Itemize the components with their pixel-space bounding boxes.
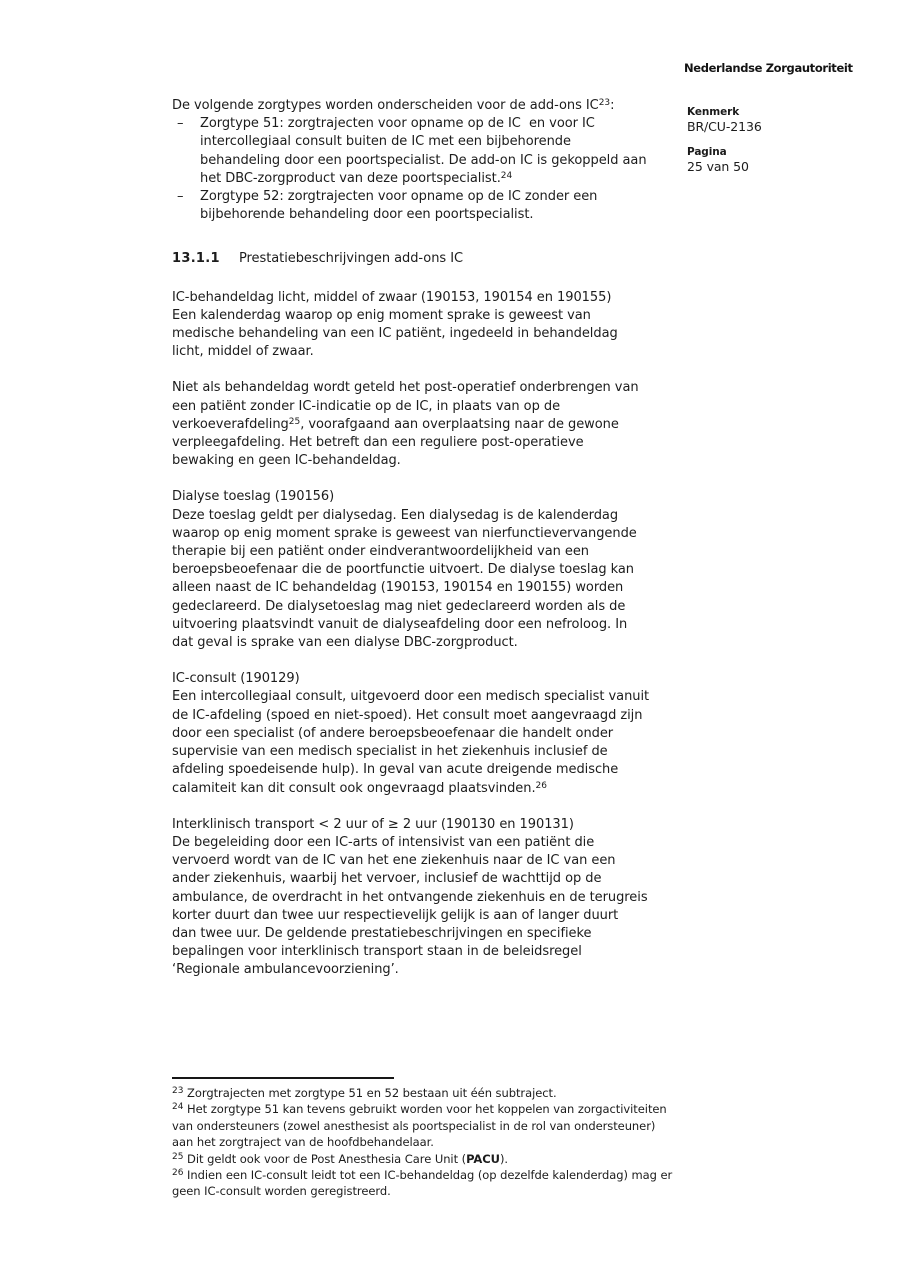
- paragraph-dialyse-toeslag: Dialyse toeslag (190156) Deze toeslag geldt per dialysedag. Een dialysedag is de kalenderdag waarop op enig moment sprake is geweest van nierfunctievervangende therapie bij een patiënt onder eindverantwoordelijkheid van een beroepsbeoefenaar die de poortfunctie uitvoert. De dialyse toeslag kan alleen naast de IC behandeldag (190153, 190154 en 190155) worden gedeclareerd. De dialysetoeslag mag niet gedeclareerd worden als de uitvoering plaatsvindt vanuit de dialyseafdeling door een nefroloog. In dat geval is sprake van een dialyse DBC-zorgproduct.: [172, 489, 637, 651]
- list-item-text: Zorgtype 51: zorgtrajecten voor opname op de IC en voor IC intercollegiaal consult buiten de IC met een bijbehorende behandeling door een poortspecialist. De add-on IC is gekoppeld aan het DBC-zorgproduct van deze poortspecialist.$^{24}$: [200, 116, 647, 186]
- kenmerk-label: Kenmerk: [687, 106, 740, 118]
- list-item-zorgtype-51: [172, 115, 732, 188]
- dash-bullet: –: [177, 116, 184, 132]
- footnote-23: $^{23}$ Zorgtrajecten met zorgtype 51 en 52 bestaan uit één subtraject.: [172, 1086, 557, 1100]
- brand-wordmark: Nederlandse Zorgautoriteit: [684, 61, 853, 75]
- pagina-label: Pagina: [687, 146, 727, 158]
- paragraph-ic-consult: IC-consult (190129) Een intercollegiaal consult, uitgevoerd door een medisch specialist vanuit de IC-afdeling (spoed en niet-spoed). Het consult moet aangevraagd zijn door een specialist (of andere beroepsbeoefenaar die handelt onder supervisie van een medisch specialist in het ziekenhuis inclusief de afdeling spoedeisende hulp). In geval van acute dreigende medische calamiteit kan dit consult ook ongevraagd plaatsvinden.$^{26}$: [172, 671, 650, 796]
- footnote-25: $^{25}$ Dit geldt ook voor de Post Anesthesia Care Unit (PACU).: [172, 1151, 508, 1166]
- intro-paragraph: De volgende zorgtypes worden onderscheiden voor de add-ons IC$^{23}$:: [172, 98, 615, 113]
- zorgtype-list: [172, 115, 732, 224]
- section-number: 13.1.1: [172, 251, 220, 267]
- paragraph-niet-als-behandeldag: Niet als behandeldag wordt geteld het post-operatief onderbrengen van een patiënt zonder IC-indicatie op de IC, in plaats van op de verkoeverafdeling$^{25}$, voorafgaand aan overplaatsing naar de gewone verpleegafdeling. Het betreft dan een reguliere post-operatieve bewaking en geen IC-behandeldag.: [172, 380, 639, 469]
- dash-bullet: –: [177, 189, 184, 205]
- footnotes: [172, 1077, 732, 1200]
- section-heading: [172, 250, 732, 268]
- list-item-text: Zorgtype 52: zorgtrajecten voor opname op de IC zonder een bijbehorende behandeling door een poortspecialist.: [200, 189, 598, 223]
- document-body: [172, 97, 732, 980]
- footnote-26: $^{26}$ Indien een IC-consult leidt tot een IC-behandeldag (op dezelfde kalenderdag) mag er geen IC-consult worden geregistreerd.: [172, 1168, 673, 1199]
- footnote-divider: [172, 1077, 394, 1079]
- kenmerk-value: BR/CU-2136: [687, 119, 762, 134]
- paragraph-ic-behandeldag: IC-behandeldag licht, middel of zwaar (190153, 190154 en 190155) Een kalenderdag waarop op enig moment sprake is geweest van medische behandeling van een IC patiënt, ingedeeld in behandeldag licht, middel of zwaar.: [172, 289, 618, 360]
- paragraph-interklinisch-transport: Interklinisch transport < 2 uur of ≥ 2 uur (190130 en 190131) De begeleiding door een IC-arts of intensivist van een patiënt die vervoerd wordt van de IC van het ene ziekenhuis naar de IC van een ander ziekenhuis, waarbij het vervoer, inclusief de wachttijd op de ambulance, de overdracht in het ontvangende ziekenhuis en de terugreis korter duurt dan twee uur respectievelijk gelijk is aan of langer duurt dan twee uur. De geldende prestatiebeschrijvingen en specifieke bepalingen voor interklinisch transport staan in de beleidsregel ‘Regionale ambulancevoorziening’.: [172, 816, 648, 978]
- footnote-24: $^{24}$ Het zorgtype 51 kan tevens gebruikt worden voor het koppelen van zorgactiviteiten van ondersteuners (zowel anesthesist als poortspecialist in de rol van ondersteuner) aan het zorgtraject van de hoofdbehandelaar.: [172, 1102, 667, 1150]
- list-item-zorgtype-52: [172, 188, 732, 224]
- pagina-value: 25 van 50: [687, 159, 749, 174]
- section-title: Prestatiebeschrijvingen add-ons IC: [238, 251, 464, 267]
